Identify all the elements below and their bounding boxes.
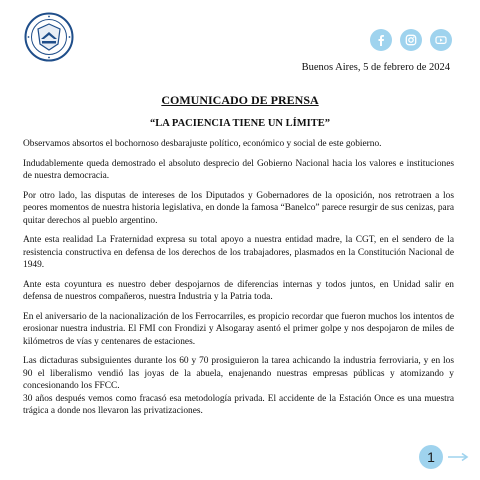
- pager: [419, 445, 469, 469]
- document-title: COMUNICADO DE PRENSA: [161, 93, 319, 107]
- paragraph: En el aniversario de la nacionalización de los Ferrocarriles, es propicio recordar que fueron muchos los intentos de erosionar nuestra industria. El FMI con Frondizi y Alsogaray asentó el primer golpe y nos despojaron de miles de kilómetros de vías y centenares de estaciones.: [23, 311, 454, 347]
- social-links: [370, 29, 452, 51]
- paragraph: Indudablemente queda demostrado el absoluto desprecio del Gobierno Nacional hacia los valores e instituciones de nuestra democracia.: [23, 158, 454, 181]
- paragraph: Observamos absortos el bochornoso desbarajuste político, económico y social de este gobierno.: [23, 139, 382, 149]
- page-number: 1: [419, 445, 443, 469]
- paragraph: Ante esta coyuntura es nuestro deber despojarnos de diferencias internas y todos juntos, en Unidad salir en defensa de nuestros compañeros, nuestra Industria y la Patria toda.: [23, 279, 454, 302]
- document-subtitle: “LA PACIENCIA TIENE UN LÍMITE”: [150, 118, 330, 129]
- instagram-icon[interactable]: [400, 29, 422, 51]
- paragraph: Por otro lado, las disputas de intereses de los Diputados y Gobernadores de la oposición, nos retrotraen a los peores momentos de nuestra historia legislativa, en donde la famosa “Banelco” parece resurgir de sus cenizas, para quitar derechos al pueblo argentino.: [23, 190, 454, 226]
- date-line: Buenos Aires, 5 de febrero de 2024: [301, 62, 450, 73]
- next-arrow-icon[interactable]: [447, 452, 469, 462]
- paragraph: 30 años después vemos como fracasó esa metodología privada. El accidente de la Estación Once es una muestra trágica a donde nos llevaron las privatizaciones.: [23, 393, 454, 416]
- paragraph: Las dictaduras subsiguientes durante los 60 y 70 prosiguieron la tarea achicando la industria ferroviaria, y en los 90 el liberalismo vendió las joyas de la abuela, enajenando nuestras empresas públicas y atomizando y concesionando los FFCC.: [23, 356, 454, 391]
- youtube-icon[interactable]: [430, 29, 452, 51]
- facebook-icon[interactable]: [370, 29, 392, 51]
- document-body: [23, 138, 454, 425]
- paragraph: Ante esta realidad La Fraternidad expresa su total apoyo a nuestra entidad madre, la CGT, en el sendero de la resistencia constructiva en defensa de los derechos de los trabajadores, plasmados en la Constitución Nacional de 1949.: [23, 235, 454, 270]
- union-logo: [24, 12, 74, 62]
